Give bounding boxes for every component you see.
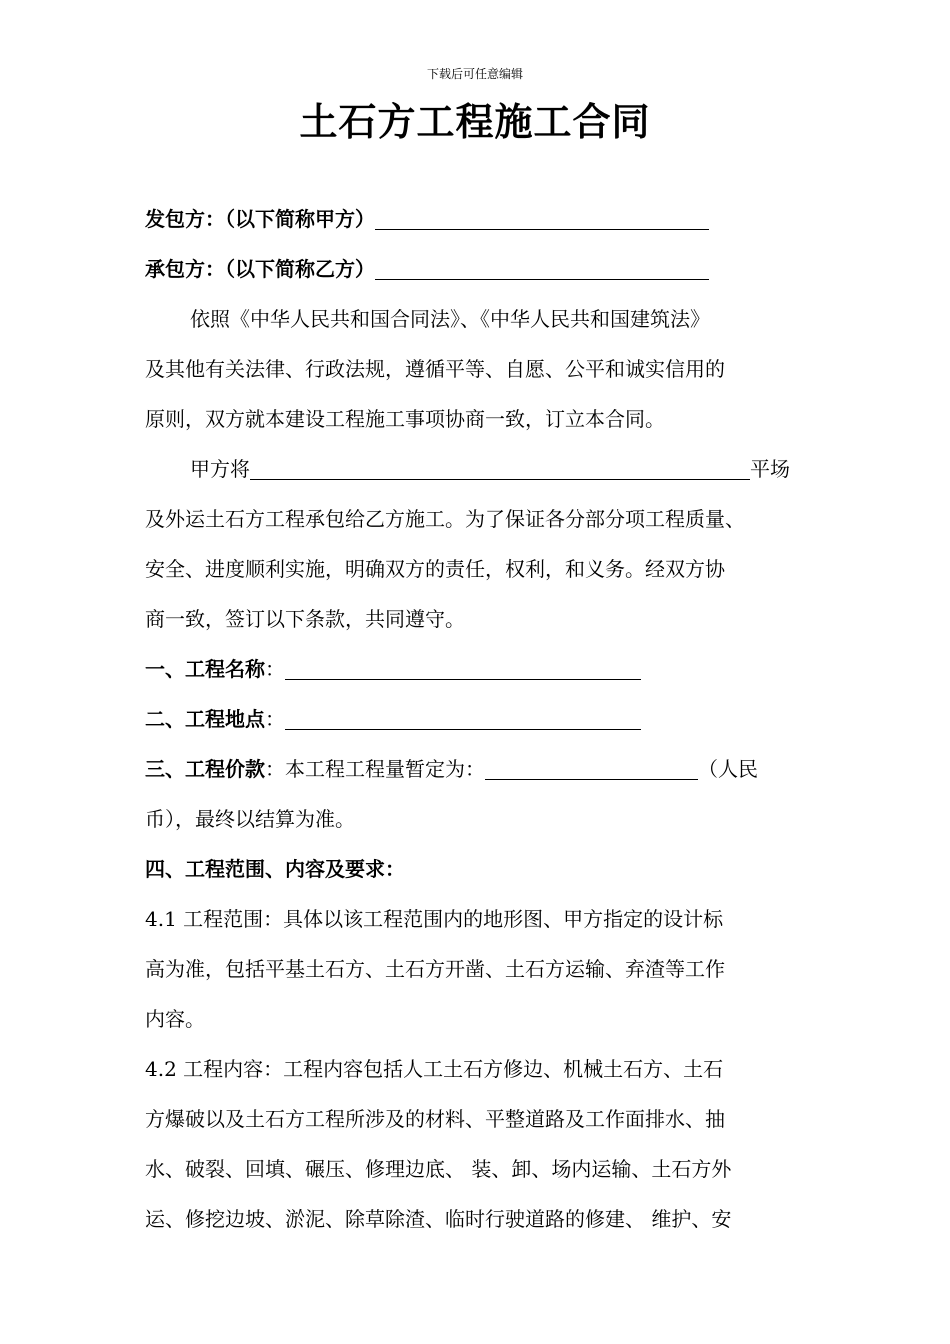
intro-line-3: 原则，双方就本建设工程施工事项协商一致，订立本合同。 xyxy=(145,407,665,431)
clause-4-1-line-1: 4.1 工程范围：具体以该工程范围内的地形图、甲方指定的设计标 xyxy=(145,907,724,931)
section-price-line xyxy=(145,755,825,783)
clause-4-2-line-4: 运、修挖边坡、淤泥、除草除渣、临时行驶道路的修建、 维护、安 xyxy=(145,1207,732,1231)
colon: ： xyxy=(265,757,285,781)
intro-line-1: 依照《中华人民共和国合同法》、《中华人民共和国建筑法》 xyxy=(190,307,710,331)
project-blank xyxy=(250,457,750,480)
section-name-line xyxy=(145,655,825,683)
party-b-blank xyxy=(375,257,709,280)
clause-4-2-line-3: 水、破裂、回填、碾压、修理边底、 装、卸、场内运输、土石方外 xyxy=(145,1157,732,1181)
party-b-line xyxy=(145,255,825,283)
para2-suffix: 平场 xyxy=(750,457,790,481)
party-a-label: 发包方：（以下简称甲方） xyxy=(145,207,375,231)
party-a-line xyxy=(145,205,825,233)
section-location-label: 二、工程地点 xyxy=(145,707,265,731)
clause-4-1-line-2: 高为准，包括平基土石方、土石方开凿、土石方运输、弃渣等工作 xyxy=(145,957,725,981)
header-note: 下载后可任意编辑 xyxy=(426,67,523,81)
price-unit: （人民 xyxy=(698,757,758,781)
party-b-label: 承包方：（以下简称乙方） xyxy=(145,257,375,281)
para2-prefix: 甲方将 xyxy=(190,457,250,481)
price-text: 本工程工程量暂定为： xyxy=(285,757,485,781)
clause-4-2-line-2: 方爆破以及土石方工程所涉及的材料、平整道路及工作面排水、抽 xyxy=(145,1107,725,1131)
document-title: 土石方工程施工合同 xyxy=(299,99,651,144)
price-line-2: 币），最终以结算为准。 xyxy=(145,807,355,831)
location-blank xyxy=(285,707,641,730)
price-blank xyxy=(485,757,698,780)
colon: ： xyxy=(265,707,285,731)
section-name-label: 一、工程名称 xyxy=(145,657,265,681)
para2-line-2: 及外运土石方工程承包给乙方施工。为了保证各分部分项工程质量、 xyxy=(145,507,745,531)
clause-4-1-line-3: 内容。 xyxy=(145,1007,205,1031)
section-price-label: 三、工程价款 xyxy=(145,757,265,781)
clause-4-2-line-1: 4.2 工程内容：工程内容包括人工土石方修边、机械土石方、土石 xyxy=(145,1057,724,1081)
para2-line-4: 商一致，签订以下条款，共同遵守。 xyxy=(145,607,465,631)
intro-line-2: 及其他有关法律、行政法规，遵循平等、自愿、公平和诚实信用的 xyxy=(145,357,725,381)
para2-line-3: 安全、进度顺利实施，明确双方的责任，权利，和义务。经双方协 xyxy=(145,557,725,581)
party-a-blank xyxy=(375,207,709,230)
section-location-line xyxy=(145,705,825,733)
scope-heading: 四、工程范围、内容及要求： xyxy=(145,857,405,881)
name-blank xyxy=(285,657,641,680)
colon: ： xyxy=(265,657,285,681)
para2-first-line xyxy=(190,455,870,483)
